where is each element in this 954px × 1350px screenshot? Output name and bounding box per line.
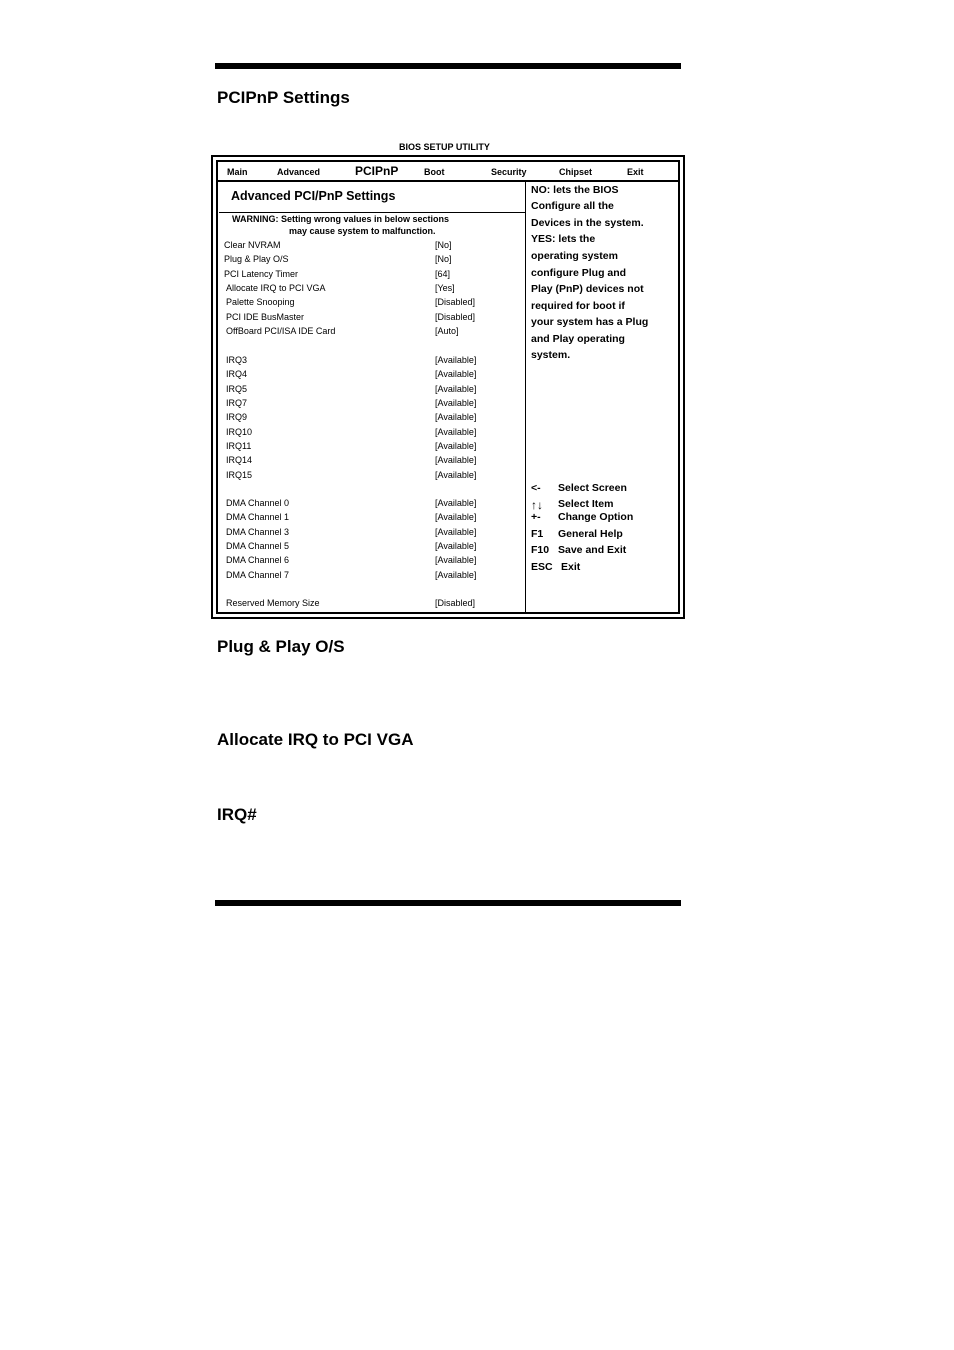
setting-dma5-value[interactable]: [Available]: [435, 541, 477, 551]
help-line: configure Plug and: [531, 267, 627, 279]
key-desc-change-option: Change Option: [558, 511, 634, 523]
key-up-down-arrows: ↑↓: [531, 498, 543, 512]
page-title: PCIPnP Settings: [217, 88, 350, 107]
setting-irq-vga-value[interactable]: [Yes]: [435, 283, 455, 293]
key-desc-save-exit: Save and Exit: [558, 544, 627, 556]
setting-dma6-value[interactable]: [Available]: [435, 555, 477, 565]
setting-clear-nvram-value[interactable]: [No]: [435, 240, 452, 250]
setting-irq11-value[interactable]: [Available]: [435, 441, 477, 451]
menu-tab-chipset[interactable]: Chipset: [559, 167, 593, 177]
title-divider: [219, 212, 525, 213]
setting-palette-label[interactable]: Palette Snooping: [226, 297, 295, 307]
panel-title: Advanced PCI/PnP Settings: [231, 189, 396, 203]
key-left-arrow: <-: [531, 482, 541, 494]
setting-ide-busmaster-label[interactable]: PCI IDE BusMaster: [226, 312, 305, 322]
help-line: system.: [531, 349, 571, 361]
setting-pnp-os-label[interactable]: Plug & Play O/S: [224, 254, 289, 264]
setting-dma0-value[interactable]: [Available]: [435, 498, 477, 508]
menu-tab-pcipnp[interactable]: PCIPnP: [355, 164, 399, 178]
setting-irq9-value[interactable]: [Available]: [435, 412, 477, 422]
setting-dma7-value[interactable]: [Available]: [435, 570, 477, 580]
key-esc: ESC: [531, 561, 553, 573]
menu-tab-security[interactable]: Security: [491, 167, 527, 177]
menu-tab-exit[interactable]: Exit: [627, 167, 644, 177]
help-line: and Play operating: [531, 333, 625, 345]
setting-dma7-label[interactable]: DMA Channel 7: [226, 570, 290, 580]
setting-irq7-value[interactable]: [Available]: [435, 398, 477, 408]
setting-irq4-value[interactable]: [Available]: [435, 369, 477, 379]
setting-pnp-os-value[interactable]: [No]: [435, 254, 452, 264]
setting-irq11-label[interactable]: IRQ11: [226, 441, 252, 451]
key-plus-minus: +-: [531, 511, 541, 523]
section-heading-irq-vga: Allocate IRQ to PCI VGA: [217, 730, 414, 749]
setting-dma1-value[interactable]: [Available]: [435, 512, 477, 522]
setting-irq3-value[interactable]: [Available]: [435, 355, 477, 365]
setting-dma6-label[interactable]: DMA Channel 6: [226, 555, 290, 565]
help-line: Devices in the system.: [531, 217, 644, 229]
key-desc-select-screen: Select Screen: [558, 482, 627, 494]
setting-irq5-label[interactable]: IRQ5: [226, 384, 248, 394]
setting-ide-busmaster-value[interactable]: [Disabled]: [435, 312, 476, 322]
setting-clear-nvram-label[interactable]: Clear NVRAM: [224, 240, 281, 250]
setting-dma3-value[interactable]: [Available]: [435, 527, 477, 537]
help-line: operating system: [531, 250, 618, 262]
setting-offboard-ide-value[interactable]: [Auto]: [435, 326, 459, 336]
setting-irq7-label[interactable]: IRQ7: [226, 398, 248, 408]
key-f10: F10: [531, 544, 550, 556]
section-heading-irq: IRQ#: [217, 805, 257, 824]
setting-pci-latency-value[interactable]: [64]: [435, 269, 451, 279]
setting-irq-vga-label[interactable]: Allocate IRQ to PCI VGA: [226, 283, 326, 293]
bios-title: BIOS SETUP UTILITY: [399, 142, 490, 152]
setting-dma5-label[interactable]: DMA Channel 5: [226, 541, 290, 551]
setting-irq10-value[interactable]: [Available]: [435, 427, 477, 437]
key-f1: F1: [531, 528, 544, 540]
menu-tab-advanced[interactable]: Advanced: [277, 167, 321, 177]
panel-divider: [525, 181, 526, 612]
setting-dma3-label[interactable]: DMA Channel 3: [226, 527, 290, 537]
help-line: your system has a Plug: [531, 316, 649, 328]
setting-irq9-label[interactable]: IRQ9: [226, 412, 248, 422]
help-line: NO: lets the BIOS: [531, 184, 619, 196]
bios-menu-bar: [218, 162, 678, 182]
setting-irq14-value[interactable]: [Available]: [435, 455, 477, 465]
setting-dma1-label[interactable]: DMA Channel 1: [226, 512, 290, 522]
key-desc-general-help: General Help: [558, 528, 623, 540]
key-desc-exit: Exit: [561, 561, 581, 573]
help-line: Configure all the: [531, 200, 614, 212]
setting-offboard-ide-label[interactable]: OffBoard PCI/ISA IDE Card: [226, 326, 336, 336]
setting-pci-latency-label[interactable]: PCI Latency Timer: [224, 269, 299, 279]
setting-reserved-memory-label[interactable]: Reserved Memory Size: [226, 598, 320, 608]
setting-irq3-label[interactable]: IRQ3: [226, 355, 248, 365]
warning-line-1: WARNING: Setting wrong values in below sections: [232, 214, 450, 224]
help-line: required for boot if: [531, 300, 625, 312]
setting-irq5-value[interactable]: [Available]: [435, 384, 477, 394]
key-desc-select-item: Select Item: [558, 498, 614, 510]
setting-irq15-label[interactable]: IRQ15: [226, 470, 253, 480]
setting-reserved-memory-value[interactable]: [Disabled]: [435, 598, 476, 608]
menu-tab-main[interactable]: Main: [227, 167, 248, 177]
setting-irq4-label[interactable]: IRQ4: [226, 369, 248, 379]
section-heading-pnp-os: Plug & Play O/S: [217, 637, 345, 656]
warning-line-2: may cause system to malfunction.: [289, 226, 436, 236]
setting-irq15-value[interactable]: [Available]: [435, 470, 477, 480]
setting-irq14-label[interactable]: IRQ14: [226, 455, 253, 465]
setting-palette-value[interactable]: [Disabled]: [435, 297, 476, 307]
setting-dma0-label[interactable]: DMA Channel 0: [226, 498, 290, 508]
setting-irq10-label[interactable]: IRQ10: [226, 427, 253, 437]
top-rule: [215, 63, 681, 69]
help-line: Play (PnP) devices not: [531, 283, 644, 295]
menu-tab-boot[interactable]: Boot: [424, 167, 445, 177]
help-line: YES: lets the: [531, 233, 596, 245]
bottom-rule: [215, 900, 681, 906]
